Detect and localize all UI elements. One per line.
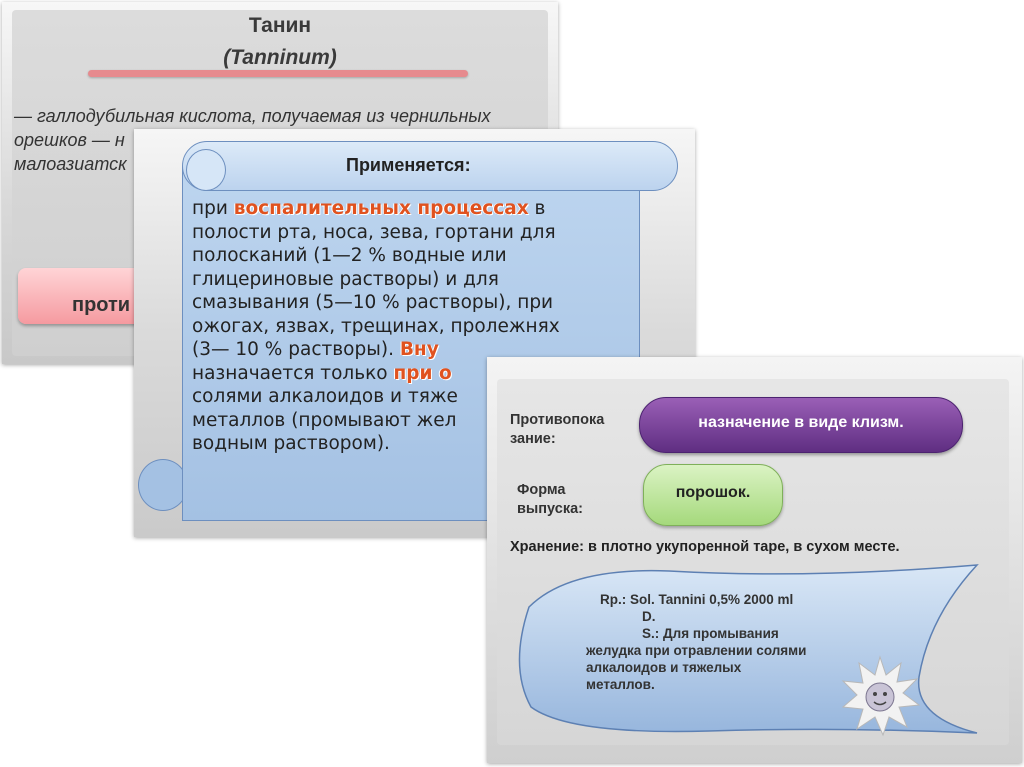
highlight-internal: Вну	[399, 339, 439, 360]
highlight-inflammation: воспалительных процессах	[233, 198, 529, 219]
text-line: ожогах, язвах, трещинах, пролежнях	[192, 315, 560, 337]
rx-line: Rp.: Sol. Tannini 0,5% 2000 ml	[600, 592, 794, 607]
contra-value-pill	[639, 397, 963, 453]
rx-line: D.	[642, 609, 656, 624]
starburst-cartoon-icon	[839, 655, 921, 737]
form-label: Форма выпуска:	[517, 482, 583, 517]
prescription-text	[586, 591, 807, 693]
text-line: полосканий (1—2 % водные или	[192, 245, 507, 266]
text-line: назначается только при о	[192, 362, 452, 384]
text-line: металлов (промывают жел	[192, 409, 457, 431]
scroll-bottom-curl	[138, 459, 188, 511]
contra-value: назначение в виде клизм.	[698, 414, 904, 431]
text-line: водным раствором).	[192, 433, 390, 454]
desc-line: — галлодубильная кислота, получаемая из чернильных	[14, 106, 491, 126]
text-line: при воспалительных процессах в	[192, 198, 546, 219]
title-underline	[88, 70, 468, 77]
highlight-poisoning: при о	[393, 362, 452, 384]
desc-line: малоазиатск	[14, 154, 127, 174]
form-value-pill	[643, 464, 783, 526]
text-line: смазывания (5—10 % растворы), при	[192, 292, 554, 313]
rx-line: алкалоидов и тяжелых	[586, 660, 742, 675]
text-line: (3— 10 % растворы). Вну	[192, 339, 439, 360]
rx-line: желудка при отравлении солями	[586, 643, 807, 658]
storage-text: Хранение: в плотно укупоренной таре, в сухом месте.	[510, 539, 900, 555]
rx-line: S.: Для промывания	[642, 626, 779, 641]
slide-latin-title: (Tanninum)	[223, 46, 337, 69]
text-line: солями алкалоидов и тяже	[192, 386, 458, 407]
usage-heading: Применяется:	[346, 155, 471, 175]
contra-label: Противопока зание:	[510, 412, 605, 447]
scroll-top-curl	[186, 149, 226, 191]
slide-title: Танин	[248, 14, 312, 37]
text-line: глицериновые растворы) и для	[192, 268, 499, 290]
text-line: полости рта, носа, зева, гортани для	[192, 221, 556, 243]
contra-banner-text: проти	[72, 294, 131, 316]
form-value: порошок.	[675, 484, 751, 501]
rx-line: металлов.	[586, 677, 655, 692]
slide-contraindications	[487, 357, 1022, 763]
desc-line: орешков — н	[14, 130, 125, 150]
